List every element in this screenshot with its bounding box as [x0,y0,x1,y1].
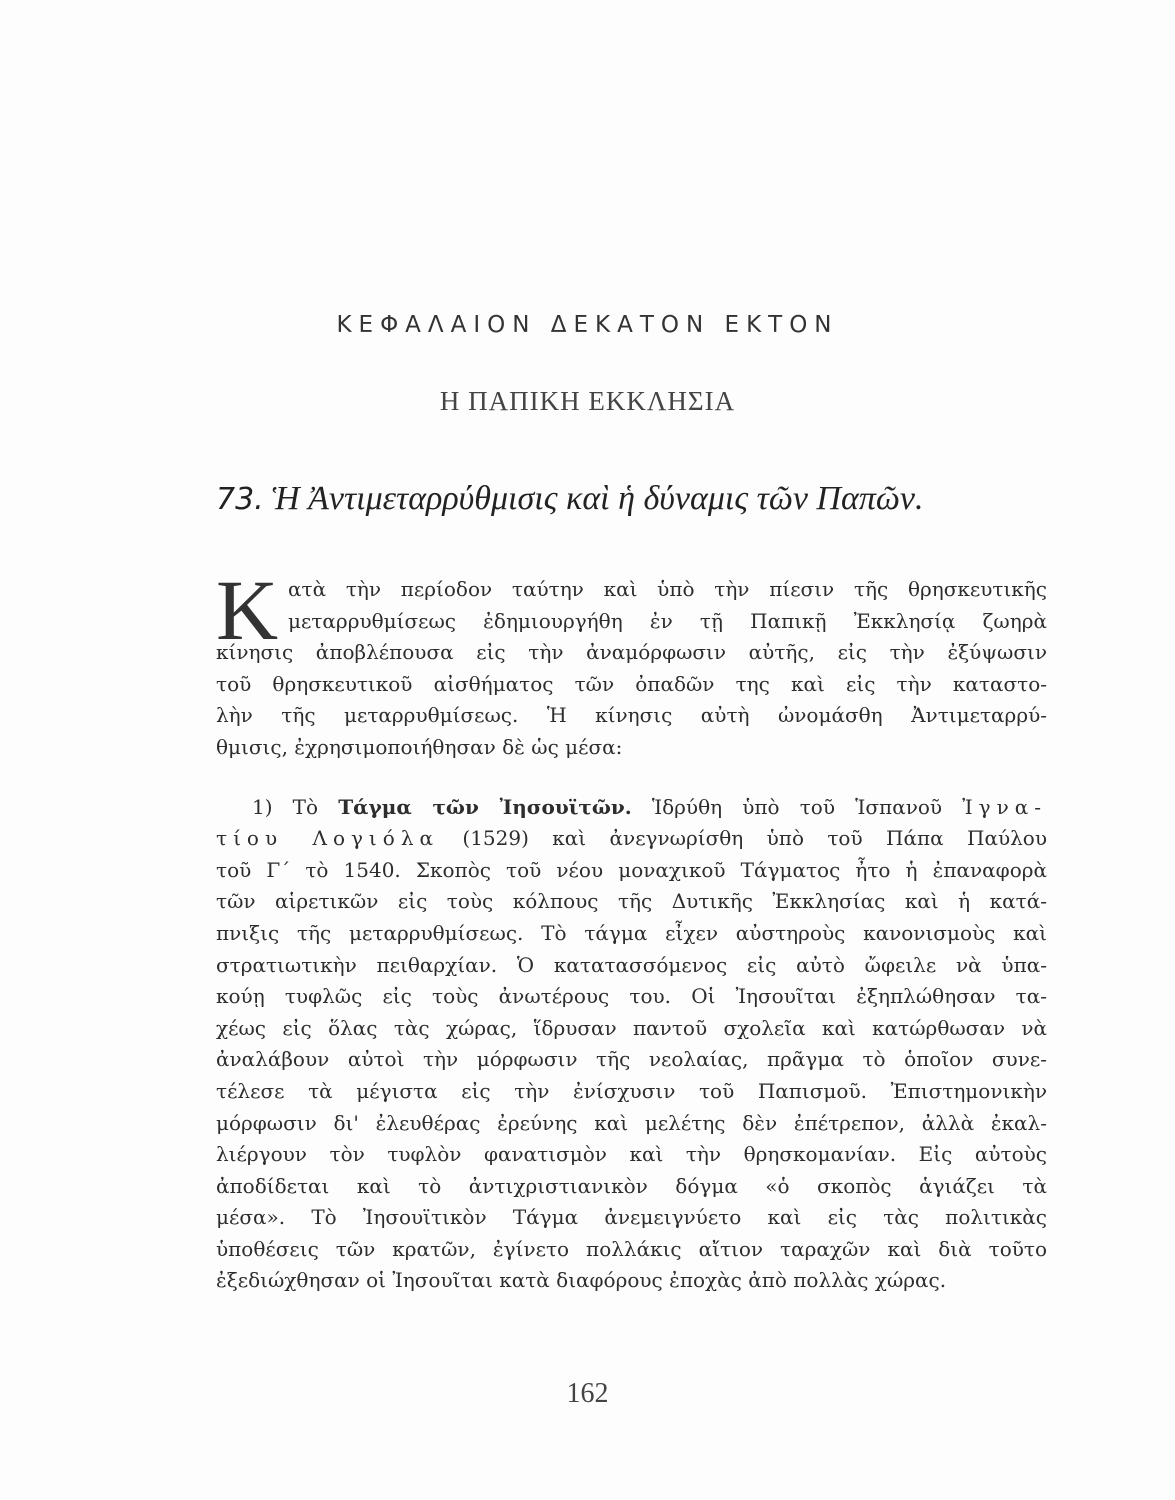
text-line: ἀναλάβουν αὐτοὶ τὴν μόρφωσιν τῆς νεολαίας, πρᾶγμα τὸ ὁποῖον συνε- [216,1047,1047,1072]
text-line: θμισις, ἐχρησιμοποιήθησαν δὲ ὡς μέσα: [216,734,623,759]
text-line: ὑποθέσεις τῶν κρατῶν, ἐγίνετο πολλάκις αἴτιον ταραχῶν καὶ διὰ τοῦτο [216,1236,1047,1261]
text-line: τοῦ θρησκευτικοῦ αἰσθήματος τῶν ὀπαδῶν της καὶ εἰς τὴν καταστο- [216,671,1047,696]
text-line: τέλεσε τὰ μέγιστα εἰς τὴν ἐνίσχυσιν τοῦ Παπισμοῦ. Ἐπιστημονικὴν [216,1078,1047,1103]
text-line: κούῃ τυφλῶς εἰς τοὺς ἀνωτέρους του. Οἱ Ἰησουῖται ἐξηπλώθησαν τα- [216,984,1047,1009]
text-line: τῶν αἱρετικῶν εἰς τοὺς κόλπους τῆς Δυτικῆς Ἐκκλησίας καὶ ἡ κατά- [216,889,1047,914]
section-title: Ἡ Ἀντιμεταρρύθμισις καὶ ἡ δύναμις τῶν Παπῶν. [271,480,924,517]
text-line: πνιξις τῆς μεταρρυθμίσεως. Τὸ τάγμα εἶχεν αὐστηροὺς κανονισμοὺς καὶ [216,920,1047,945]
text-line: ἀποδίδεται καὶ τὸ ἀντιχριστιανικὸν δόγμα «ὁ σκοπὸς ἁγιάζει τὰ [216,1173,1047,1198]
body-text [216,574,1047,1297]
text-line: μέσα». Τὸ Ἰησουϊτικὸν Τάγμα ἀνεμειγνύετο καὶ εἰς τὰς πολιτικὰς [216,1205,1047,1230]
text-line: λιέργουν τὸν τυφλὸν φανατισμὸν καὶ τὴν θρησκομανίαν. Εἰς αὐτοὺς [216,1142,1047,1167]
text-line: τοῦ Γ΄ τὸ 1540. Σκοπὸς τοῦ νέου μοναχικοῦ Τάγματος ἦτο ἡ ἐπαναφορὰ [216,857,1047,882]
spaced-name: τίου Λογιόλα [216,826,439,851]
text-line: χέως εἰς ὅλας τὰς χώρας, ἵδρυσαν παντοῦ σχολεῖα καὶ κατώρθωσαν νὰ [216,1015,1047,1040]
bold-term: Τάγμα τῶν Ἰησουϊτῶν. [338,794,632,819]
text-line: λὴν τῆς μεταρρυθμίσεως. Ἡ κίνησις αὐτὴ ὠνομάσθη Ἀντιμεταρρύ- [216,703,1047,728]
item-prefix: 1) Τὸ [252,794,339,819]
drop-cap: Κ [216,562,279,658]
paragraph-gap [216,764,1047,792]
section-heading [216,480,1056,518]
text-line: ἐξεδιώχθησαν οἱ Ἰησουῖται κατὰ διαφόρους ἐποχὰς ἀπὸ πολλὰς χώρας. [216,1268,947,1293]
item-first-line [216,792,1047,824]
item-second-line [216,823,1047,855]
chapter-label: ΚΕΦΑΛΑΙΟΝ ΔΕΚΑΤΟΝ ΕΚΤΟΝ [336,312,839,338]
spaced-name: Ἰγνα- [962,794,1047,819]
item-text: (1529) καὶ ἀνεγνωρίσθη ὑπὸ τοῦ Πάπα Παύλου [439,826,1047,851]
text-line: μεταρρυθμίσεως ἐδημιουργήθη ἐν τῇ Παπικῇ Ἐκκλησίᾳ ζωηρὰ [288,608,1047,633]
chapter-title: Η ΠΑΠΙΚΗ ΕΚΚΛΗΣΙΑ [439,386,736,416]
intro-indented-lines [216,574,1047,637]
text-line: στρατιωτικὴν πειθαρχίαν. Ὁ κατατασσόμενος εἰς αὐτὸ ὤφειλε νὰ ὑπα- [216,952,1047,977]
item-text: Ἱδρύθη ὑπὸ τοῦ Ἱσπανοῦ [631,794,963,819]
text-line: ατὰ τὴν περίοδον ταύτην καὶ ὑπὸ τὴν πίεσιν τῆς θρησκευτικῆς [288,577,1047,601]
text-line: μόρφωσιν δι' ἐλευθέρας ἐρεύνης καὶ μελέτης δὲν ἐπέτρεπον, ἀλλὰ ἐκαλ- [216,1110,1047,1135]
text-line: κίνησις ἀποβλέπουσα εἰς τὴν ἀναμόρφωσιν αὐτῆς, εἰς τὴν ἐξύψωσιν [216,640,1047,665]
page-number: 162 [566,1378,609,1409]
section-number: 73. [216,482,264,517]
